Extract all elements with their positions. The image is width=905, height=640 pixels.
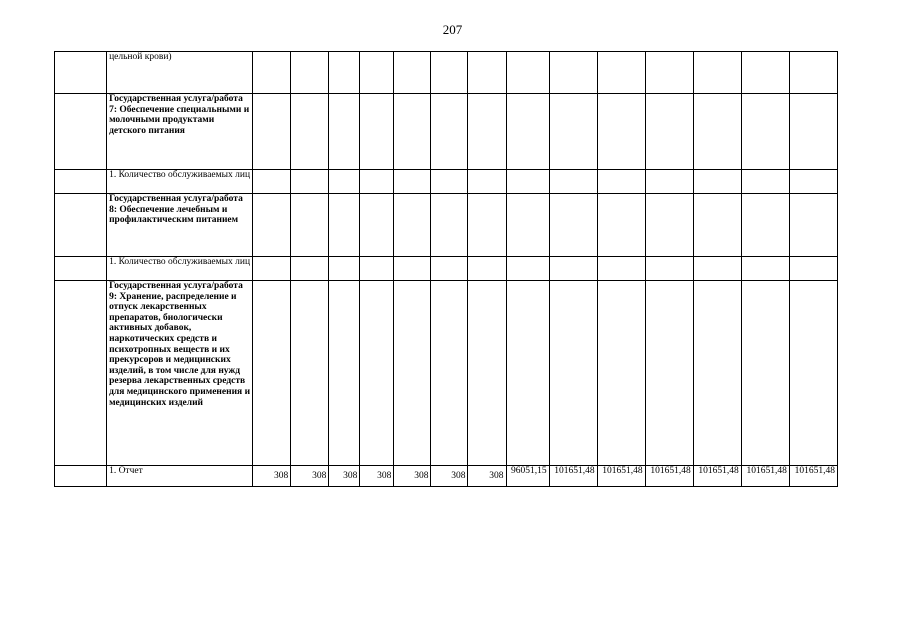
value-cell <box>394 52 431 94</box>
value-cell <box>468 194 506 257</box>
value-cell <box>431 281 468 466</box>
indicator-label: Государственная услуга/работа 9: Хранение, распределение и отпуск лекарственных препаратов, биологически активных добавок, наркотических средств и психотропных веществ и их прекурсоров и медицинских изделий, в том числе для нужд резерва лекарственных средств для медицинского применения и медицинских изделий <box>107 281 253 466</box>
value-cell <box>360 170 394 194</box>
value-cell: 101651,48 <box>597 466 645 487</box>
indicator-label: 1. Количество обслуживаемых лиц <box>107 170 253 194</box>
value-cell: 96051,15 <box>506 466 549 487</box>
value-cell <box>597 257 645 281</box>
table-row <box>55 94 838 170</box>
value-cell <box>329 94 360 170</box>
value-cell <box>597 52 645 94</box>
report-table <box>54 51 838 487</box>
value-cell <box>394 194 431 257</box>
row-number-cell <box>55 194 107 257</box>
value-cell <box>431 257 468 281</box>
value-cell <box>645 52 693 94</box>
table-row <box>55 281 838 466</box>
value-cell <box>431 194 468 257</box>
value-cell <box>789 257 837 281</box>
value-cell <box>789 52 837 94</box>
value-cell: 308 <box>468 466 506 487</box>
value-cell <box>789 94 837 170</box>
value-cell <box>468 257 506 281</box>
value-cell <box>693 257 741 281</box>
value-cell <box>291 194 329 257</box>
value-cell <box>329 257 360 281</box>
value-cell: 101651,48 <box>789 466 837 487</box>
value-cell <box>645 194 693 257</box>
indicator-label: 1. Отчет <box>107 466 253 487</box>
value-cell <box>506 281 549 466</box>
row-number-cell <box>55 52 107 94</box>
value-cell <box>468 94 506 170</box>
value-cell <box>431 94 468 170</box>
value-cell <box>549 194 597 257</box>
value-cell <box>468 281 506 466</box>
value-cell <box>291 170 329 194</box>
value-cell: 101651,48 <box>693 466 741 487</box>
value-cell: 308 <box>360 466 394 487</box>
value-cell <box>253 170 291 194</box>
value-cell <box>693 52 741 94</box>
row-number-cell <box>55 170 107 194</box>
row-number-cell <box>55 281 107 466</box>
value-cell <box>549 170 597 194</box>
value-cell <box>291 94 329 170</box>
value-cell <box>693 281 741 466</box>
value-cell <box>329 52 360 94</box>
value-cell <box>360 257 394 281</box>
value-cell: 101651,48 <box>549 466 597 487</box>
value-cell <box>329 170 360 194</box>
value-cell <box>394 281 431 466</box>
indicator-label: Государственная услуга/работа 8: Обеспечение лечебным и профилактическим питанием <box>107 194 253 257</box>
value-cell <box>597 281 645 466</box>
value-cell <box>431 170 468 194</box>
value-cell <box>360 194 394 257</box>
value-cell <box>549 281 597 466</box>
value-cell <box>741 52 789 94</box>
value-cell <box>597 94 645 170</box>
value-cell <box>291 281 329 466</box>
value-cell <box>253 194 291 257</box>
value-cell <box>549 94 597 170</box>
value-cell <box>693 194 741 257</box>
page-number: 207 <box>442 22 463 37</box>
value-cell <box>645 281 693 466</box>
value-cell <box>645 257 693 281</box>
value-cell <box>394 94 431 170</box>
value-cell: 308 <box>329 466 360 487</box>
value-cell <box>468 52 506 94</box>
value-cell <box>741 194 789 257</box>
value-cell <box>360 281 394 466</box>
value-cell <box>597 194 645 257</box>
value-cell <box>597 170 645 194</box>
value-cell <box>506 170 549 194</box>
value-cell <box>693 170 741 194</box>
value-cell <box>291 52 329 94</box>
row-number-cell <box>55 94 107 170</box>
value-cell <box>253 281 291 466</box>
value-cell <box>741 281 789 466</box>
value-cell <box>549 257 597 281</box>
value-cell <box>360 52 394 94</box>
value-cell: 308 <box>431 466 468 487</box>
value-cell <box>253 52 291 94</box>
value-cell: 308 <box>394 466 431 487</box>
value-cell <box>789 281 837 466</box>
table-row <box>55 194 838 257</box>
value-cell <box>253 94 291 170</box>
value-cell <box>394 170 431 194</box>
value-cell <box>693 94 741 170</box>
indicator-label: 1. Количество обслуживаемых лиц <box>107 257 253 281</box>
value-cell <box>789 170 837 194</box>
table-row <box>55 466 838 487</box>
value-cell: 101651,48 <box>741 466 789 487</box>
value-cell <box>741 94 789 170</box>
value-cell <box>549 52 597 94</box>
row-number-cell <box>55 257 107 281</box>
value-cell <box>291 257 329 281</box>
value-cell <box>329 194 360 257</box>
value-cell <box>741 257 789 281</box>
table-row <box>55 52 838 94</box>
value-cell <box>431 52 468 94</box>
value-cell <box>741 170 789 194</box>
value-cell <box>506 52 549 94</box>
value-cell <box>394 257 431 281</box>
value-cell <box>506 257 549 281</box>
value-cell <box>468 170 506 194</box>
value-cell: 308 <box>253 466 291 487</box>
value-cell <box>506 194 549 257</box>
value-cell <box>329 281 360 466</box>
table-row <box>55 257 838 281</box>
value-cell <box>645 170 693 194</box>
indicator-label: Государственная услуга/работа 7: Обеспечение специальными и молочными продуктами детского питания <box>107 94 253 170</box>
value-cell: 101651,48 <box>645 466 693 487</box>
value-cell <box>645 94 693 170</box>
value-cell <box>789 194 837 257</box>
table-row <box>55 170 838 194</box>
value-cell <box>506 94 549 170</box>
value-cell <box>360 94 394 170</box>
value-cell <box>253 257 291 281</box>
indicator-label: цельной крови) <box>107 52 253 94</box>
value-cell: 308 <box>291 466 329 487</box>
row-number-cell <box>55 466 107 487</box>
